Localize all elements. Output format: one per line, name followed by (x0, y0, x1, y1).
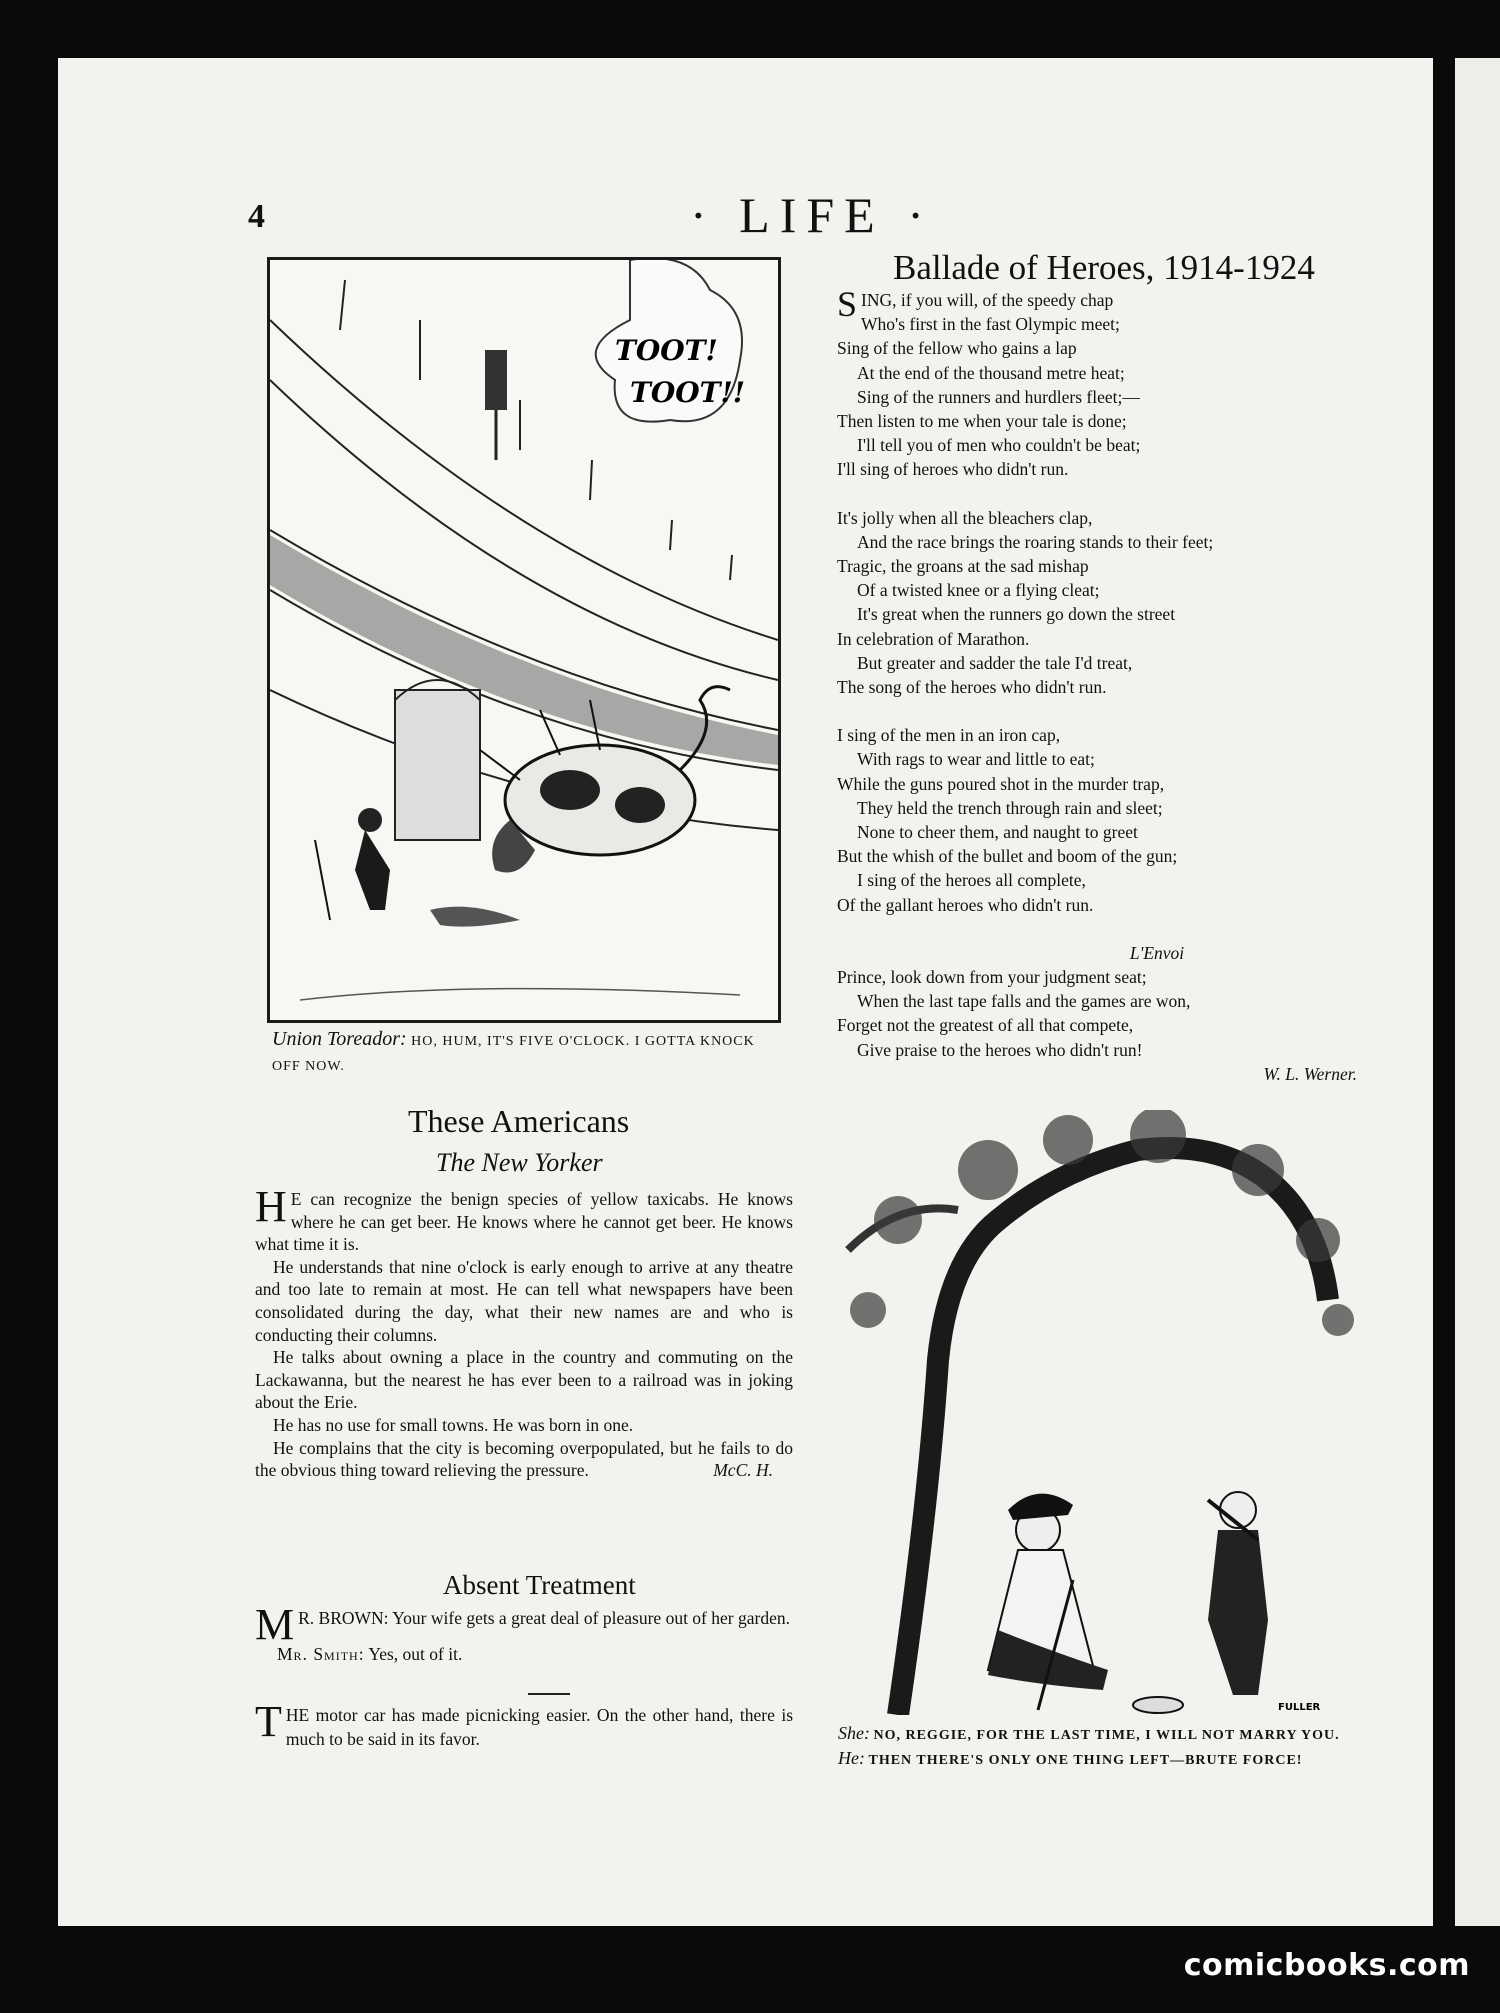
poem-line: I'll tell you of men who couldn't be beat; (857, 435, 1141, 456)
woman-hat (1008, 1494, 1073, 1520)
masthead: · LIFE · (690, 187, 934, 243)
section-divider (528, 1693, 570, 1695)
poem-author: W. L. Werner. (1263, 1063, 1357, 1084)
poem-line: With rags to wear and little to eat; (857, 749, 1095, 770)
poem-line: It's jolly when all the bleachers clap, (837, 507, 1093, 528)
poem-line: I sing of the heroes all complete, (857, 870, 1086, 891)
proposal-caption (838, 1722, 1378, 1772)
poem-line: Prince, look down from your judgment seat; (837, 967, 1147, 988)
artist-signature: FULLER (1278, 1702, 1321, 1713)
stadium-rim-inner (270, 380, 778, 680)
essay-title: These Americans (408, 1103, 630, 1139)
bull (505, 745, 695, 855)
poem-line: Of a twisted knee or a flying cleat; (857, 580, 1100, 601)
poem-line: At the end of the thousand metre heat; (857, 362, 1125, 383)
caption-line-she: She: NO, REGGIE, FOR THE LAST TIME, I WILL NOT MARRY YOU. (838, 1723, 1340, 1743)
proposal-illustration (838, 1110, 1368, 1715)
bullfight-illustration (270, 260, 778, 1020)
dropped-cape (430, 907, 520, 927)
poem-line: It's great when the runners go down the street (857, 604, 1176, 625)
essay-paragraph: H E can recognize the benign species of yellow taxicabs. He knows where he can get beer. He knows where he cannot get beer. He knows what time it is. (255, 1182, 793, 1255)
poem-line: Forget not the greatest of all that compete, (837, 1015, 1134, 1036)
poem-line: Who's first in the fast Olympic meet; (861, 314, 1120, 335)
caption-line-he: He: THEN THERE'S ONLY ONE THING LEFT—BRUTE FORCE! (838, 1748, 1303, 1768)
essay-paragraph: He complains that the city is becoming overpopulated, but he fails to do the obvious thing toward relieving the pressure. McC. H. (255, 1437, 793, 1481)
toot-2: TOOT!! (630, 376, 746, 409)
adjacent-page-edge (1455, 58, 1500, 1926)
poem-line: Of the gallant heroes who didn't run. (837, 894, 1094, 915)
bullfight-cartoon (267, 257, 781, 1023)
bullfight-caption (272, 1028, 772, 1078)
caption-text: HO, HUM, IT'S FIVE O'CLOCK. I GOTTA KNOCK OFF NOW. (272, 1034, 755, 1074)
poem-line: But greater and sadder the tale I'd treat, (857, 652, 1133, 673)
poem-line: Sing of the fellow who gains a lap (837, 338, 1077, 359)
essay-signature: McC. H. (713, 1460, 773, 1481)
motor-dropcap: T (255, 1697, 282, 1746)
poem-line: Then listen to me when your tale is done; (837, 411, 1127, 432)
poem-line: While the guns poured shot in the murder trap, (837, 773, 1165, 794)
envoi-heading: L'Envoi (1129, 942, 1185, 963)
toot-1: TOOT! (615, 334, 718, 367)
essay-dropcap: H (255, 1182, 287, 1231)
absent-treatment-body (255, 1600, 793, 1666)
essay-body (255, 1182, 793, 1482)
motor-car-joke: THE motor car has made picnicking easier. On the other hand, there is much to be said in its favor. (255, 1697, 793, 1749)
poem-line: The song of the heroes who didn't run. (837, 677, 1107, 698)
poem-body (837, 284, 1357, 1086)
poem-line: I sing of the men in an iron cap, (837, 725, 1061, 746)
dialogue-line: M R. BROWN: Your wife gets a great deal of pleasure out of her garden. (255, 1600, 790, 1649)
poem-line: When the last tape falls and the games are won, (857, 991, 1191, 1012)
poem-line: Sing of the runners and hurdlers fleet;— (857, 386, 1140, 407)
poem-line: They held the trench through rain and sleet; (857, 797, 1163, 818)
absent-dropcap: M (255, 1600, 295, 1649)
poem-line: Give praise to the heroes who didn't run! (857, 1039, 1143, 1060)
toreador (358, 808, 382, 832)
straw-hat (1133, 1697, 1183, 1713)
sword (315, 840, 330, 920)
poem-line: In celebration of Marathon. (837, 628, 1030, 649)
poem-line: SING, if you will, of the speedy chap (837, 284, 1114, 324)
poem-line: And the race brings the roaring stands to their feet; (857, 531, 1214, 552)
tree-foliage (850, 1110, 1354, 1336)
poem-line: But the whish of the bullet and boom of the gun; (837, 846, 1178, 867)
source-watermark: comicbooks.com (1183, 1948, 1470, 1983)
essay-paragraph: He talks about owning a place in the country and commuting on the Lackawanna, but the nearest he has ever been to a railroad was in joking about the Erie. (255, 1347, 793, 1413)
poem-dropcap: S (837, 284, 858, 324)
crowd (270, 535, 778, 765)
essay-paragraph: He understands that nine o'clock is early enough to arrive at any theatre and too late to remain at most. He can tell what newspapers have been consolidated during the day, what their new names are and who is conducting their columns. (255, 1256, 793, 1345)
steam-whistle (485, 350, 507, 410)
dialogue-line: Mr. Smith: Yes, out of it. (277, 1644, 463, 1664)
proposal-cartoon (838, 1110, 1368, 1715)
essay-subtitle: The New Yorker (436, 1148, 603, 1177)
poem-line: None to cheer them, and naught to greet (857, 822, 1138, 843)
poem-title: Ballade of Heroes, 1914-1924 (893, 248, 1315, 287)
poem-line: Tragic, the groans at the sad mishap (837, 556, 1089, 577)
poem-line: I'll sing of heroes who didn't run. (837, 459, 1069, 480)
man-suit (1208, 1530, 1268, 1695)
essay-paragraph: He has no use for small towns. He was born in one. (273, 1414, 634, 1435)
bull-pen-gate (395, 690, 480, 840)
absent-treatment-title: Absent Treatment (443, 1570, 636, 1600)
caption-speaker: Union Toreador: (272, 1028, 407, 1050)
page-number: 4 (248, 198, 265, 235)
